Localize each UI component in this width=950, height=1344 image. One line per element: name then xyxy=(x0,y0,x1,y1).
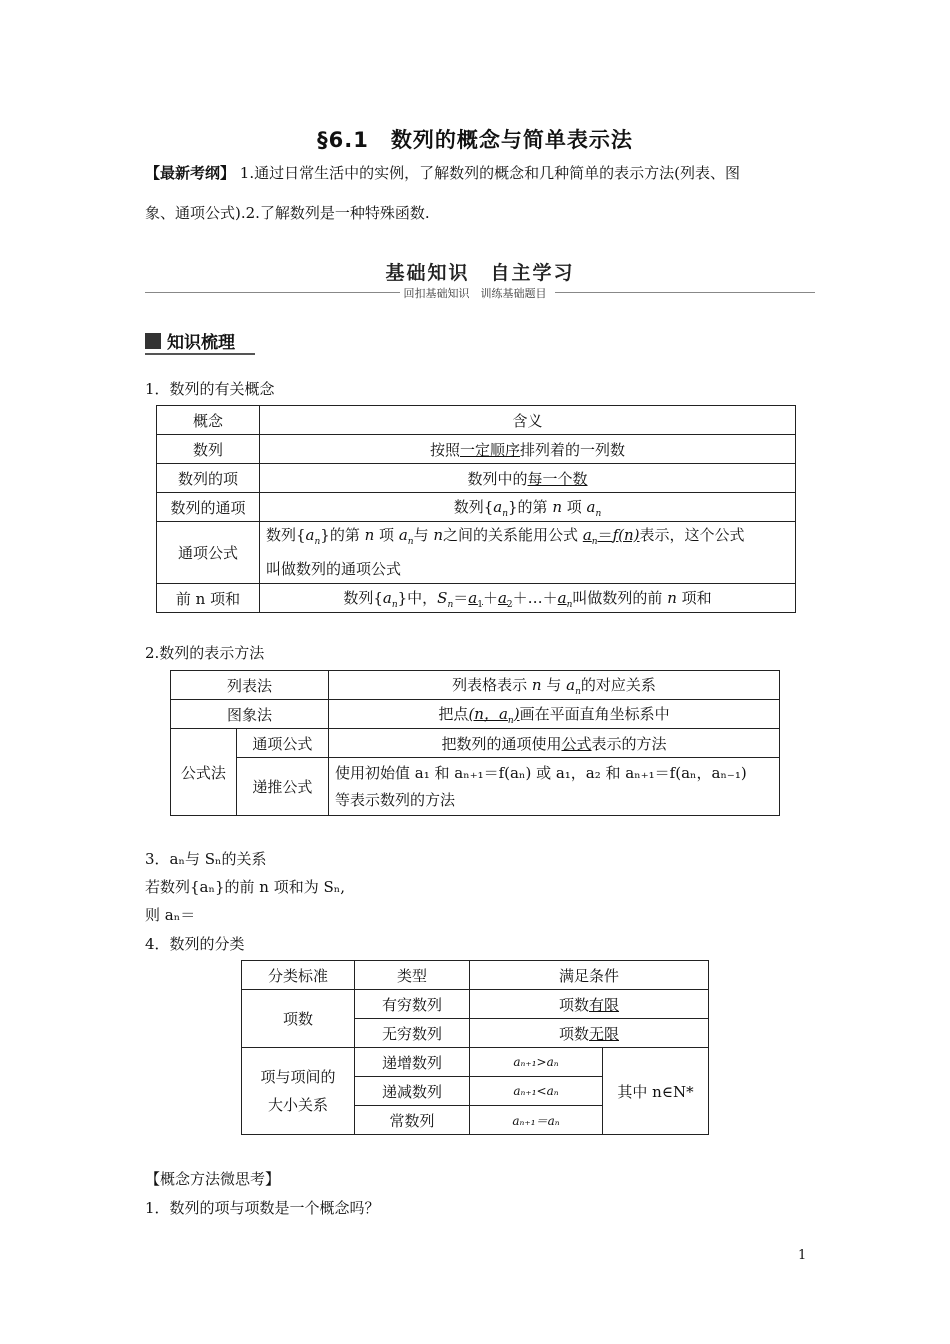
page-number: 1 xyxy=(798,1248,807,1263)
s1-heading: 1．数列的有关概念 xyxy=(145,380,275,398)
syllabus-line-1: 【最新考纲】 1.通过日常生活中的实例，了解数列的概念和几种简单的表示方法(列表、图 xyxy=(145,164,740,182)
table-row: 数列 按照一定顺序排列着的一列数 xyxy=(157,435,796,464)
s2-heading: 2.数列的表示方法 xyxy=(145,644,265,662)
divider xyxy=(145,353,255,355)
table-row: 前 n 项和 数列$\{a_n\}$中，$S_n=a_1+a_2+\dots+a_n$叫做数列的前 n 项和 xyxy=(157,584,796,613)
think-tag: 【概念方法微思考】 xyxy=(145,1170,281,1188)
section-banner: 基础知识 自主学习 xyxy=(385,262,575,284)
s3-line-2: 则 aₙ＝ xyxy=(145,906,196,924)
table-row: 递推公式 使用初始值 a₁ 和 aₙ₊₁＝f(aₙ) 或 a₁，a₂ 和 aₙ₊₁＝f(aₙ，aₙ₋₁) 等表示数列的方法 xyxy=(171,758,780,816)
section-label: 知识梳理 xyxy=(145,328,235,353)
classification-table: 分类标准 类型 满足条件 项数 有穷数列 项数有限 无穷数列 项数无限 项与项间的 大小关系 递增数列 aₙ₊₁>aₙ 其中 n∈N* 递减数列 aₙ₊₁<aₙ 常数列 aₙ₊₁＝aₙ xyxy=(241,960,709,1135)
square-icon xyxy=(145,333,161,349)
table-row: 列表法 列表格表示 n 与 $a_n$的对应关系 xyxy=(171,671,780,700)
syllabus-line-2: 象、通项公式).2.了解数列是一种特殊函数. xyxy=(145,204,430,222)
s3-line-1: 若数列{aₙ}的前 n 项和为 Sₙ, xyxy=(145,878,346,896)
s4-heading: 4．数列的分类 xyxy=(145,935,245,953)
concept-table: 概念 含义 数列 按照一定顺序排列着的一列数 数列的项 数列中的每一个数 数列的通项 数列$\{a_n\}$的第 n 项 $a_n$ 通项公式 数列$\{a_n\}$的第 n 项 $a_n$与 n之间的关系能用公式 $a_n=f(n)$表示，这个公式 叫做数列的通项公式 前 n 项和 数列$\{a_n\}$中，$S_n=a_1+a_2+\dots+a_n$叫做数列的前 n 项和 xyxy=(156,405,796,613)
syllabus-tag: 【最新考纲】 xyxy=(145,164,236,182)
representation-table xyxy=(170,670,780,816)
page-title: §6.1 数列的概念与简单表示法 xyxy=(317,128,633,152)
table-row: 项与项间的 大小关系 递增数列 aₙ₊₁>aₙ 其中 n∈N* xyxy=(242,1048,709,1077)
table-row: 常数列 aₙ₊₁＝aₙ xyxy=(242,1106,709,1135)
table-row: 项数 有穷数列 项数有限 xyxy=(242,990,709,1019)
table-row: 数列的项 数列中的每一个数 xyxy=(157,464,796,493)
table-row: 数列的通项 数列$\{a_n\}$的第 n 项 $a_n$ xyxy=(157,493,796,522)
think-question-1: 1．数列的项与项数是一个概念吗？ xyxy=(145,1199,380,1217)
table-row: 图象法 把点(n，$a_n$)画在平面直角坐标系中 xyxy=(171,700,780,729)
table-row: 无穷数列 项数无限 xyxy=(242,1019,709,1048)
table-row: 公式法 通项公式 把数列的通项使用公式表示的方法 xyxy=(171,729,780,758)
table-row: 递减数列 aₙ₊₁<aₙ xyxy=(242,1077,709,1106)
s3-heading: 3．aₙ与 Sₙ的关系 xyxy=(145,850,267,868)
banner-subtitle: 回扣基础知识 训练基础题目 xyxy=(403,287,547,300)
table-row: 通项公式 数列$\{a_n\}$的第 n 项 $a_n$与 n之间的关系能用公式 $a_n=f(n)$表示，这个公式 叫做数列的通项公式 xyxy=(157,522,796,584)
